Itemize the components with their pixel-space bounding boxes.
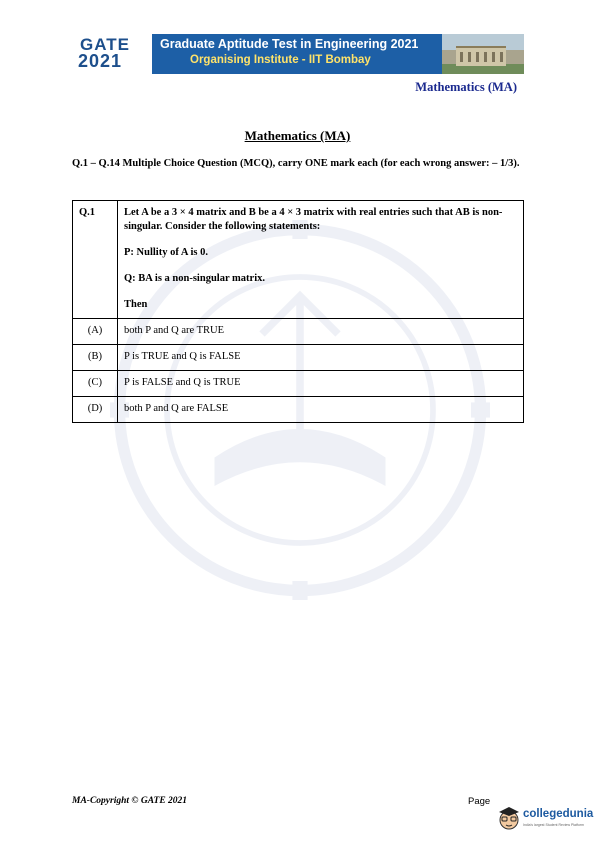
statement-p: P: Nullity of A is 0. (124, 247, 209, 258)
section-instructions: Q.1 – Q.14 Multiple Choice Question (MCQ), carry ONE mark each (for each wrong answer: – 1/3). (72, 158, 520, 169)
option-label: (A) (73, 319, 118, 345)
footer-copyright: MA-Copyright © GATE 2021 (72, 796, 188, 806)
campus-photo (442, 34, 524, 74)
brand-tagline: India's largest Student Review Platform (523, 823, 584, 827)
option-label: (B) (73, 345, 118, 371)
question-stem: Let A be a 3 × 4 matrix and B be a 4 × 3 matrix with real entries such that AB is non-singular. Consider the following statements: (124, 207, 503, 232)
gate-logo-line2: 2021 (78, 51, 123, 71)
question-then: Then (124, 299, 148, 310)
option-text[interactable]: P is FALSE and Q is TRUE (118, 371, 524, 397)
subject-tag: Mathematics (MA) (415, 80, 517, 94)
banner-title: Graduate Aptitude Test in Engineering 2021 (160, 37, 419, 51)
question-number: Q.1 (73, 201, 118, 319)
question-row (73, 201, 524, 319)
question-table (72, 200, 524, 423)
option-text[interactable]: P is TRUE and Q is FALSE (118, 345, 524, 371)
footer-page-label: Page (468, 796, 491, 807)
option-row[interactable] (73, 397, 524, 423)
option-text[interactable]: both P and Q are TRUE (118, 319, 524, 345)
section-title: Mathematics (MA) (244, 128, 351, 143)
option-row[interactable] (73, 345, 524, 371)
brand-name: collegedunia (523, 808, 594, 820)
question-body (118, 201, 524, 319)
statement-q: Q: BA is a non-singular matrix. (124, 273, 265, 284)
header-banner (72, 34, 524, 74)
option-label: (D) (73, 397, 118, 423)
option-text[interactable]: both P and Q are FALSE (118, 397, 524, 423)
gate-logo (72, 34, 152, 74)
mascot-icon (497, 804, 521, 832)
gate-logo-line1: GATE (80, 35, 130, 54)
option-row[interactable] (73, 371, 524, 397)
option-row[interactable] (73, 319, 524, 345)
banner-subtitle: Organising Institute - IIT Bombay (190, 54, 371, 66)
building-illustration (456, 46, 506, 66)
option-label: (C) (73, 371, 118, 397)
collegedunia-logo[interactable] (497, 804, 595, 834)
